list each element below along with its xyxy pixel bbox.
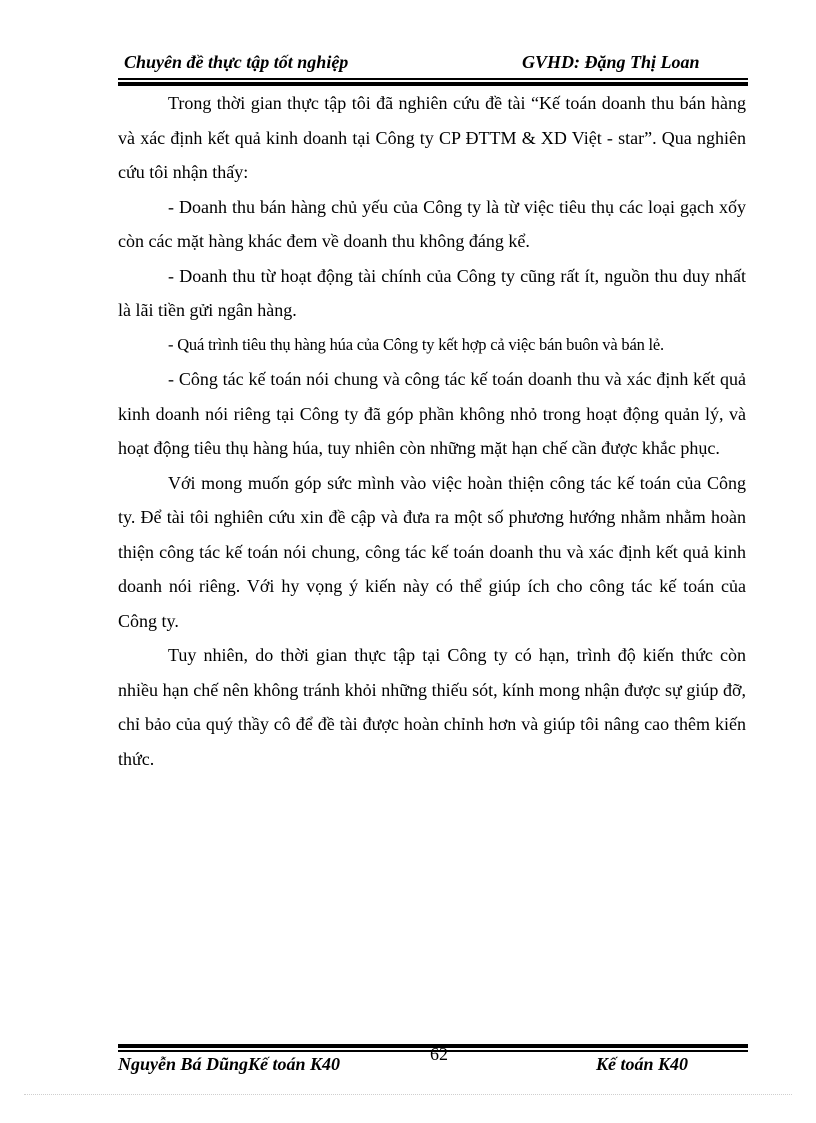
paragraph-improvement: Với mong muốn góp sức mình vào việc hoàn thiện công tác kế toán của Công ty. Để tài tôi nghiên cứu xin đề cập và đưa ra một số phương hướng nhằm nhằm hoàn thiện công tác kế toán nói chung, công tác kế toán doanh thu và xác định kết quả kinh doanh nói riêng. Với hy vọng ý kiến này có thể giúp ích cho công tác kế toán của Công ty. [118, 472, 746, 631]
paragraph-sales-process: - Quá trình tiêu thụ hàng húa của Công ty kết hợp cả việc bán buôn và bán lẻ. [168, 334, 664, 354]
page-header [118, 52, 748, 76]
header-report-title: Chuyên đề thực tập tốt nghiệp [124, 52, 349, 72]
page-bottom-border [24, 1094, 792, 1095]
paragraph-intro: Trong thời gian thực tập tôi đã nghiên cứu đề tài “Kế toán doanh thu bán hàng và xác định kết quả kinh doanh tại Công ty CP ĐTTM & XD Việt - star”. Qua nghiên cứu tôi nhận thấy: [118, 93, 746, 182]
page-number: 62 [430, 1044, 448, 1064]
footer-class: Kế toán K40 [596, 1054, 689, 1074]
paragraph-accounting-work: - Công tác kế toán nói chung và công tác kế toán doanh thu và xác định kết quả kinh doanh nói riêng tại Công ty đã góp phần không nhỏ trong hoạt động quản lý, và hoạt động tiêu thụ hàng húa, tuy nhiên còn những mặt hạn chế cần được khắc phục. [118, 369, 746, 458]
header-rule [118, 78, 748, 80]
paragraph-closing: Tuy nhiên, do thời gian thực tập tại Công ty có hạn, trình độ kiến thức còn nhiều hạn chế nên không tránh khỏi những thiếu sót, kính mong nhận được sự giúp đỡ, chỉ bảo của quý thầy cô để đề tài được hoàn chỉnh hơn và giúp tôi nâng cao thêm kiến thức. [118, 645, 746, 769]
header-supervisor: GVHD: Đặng Thị Loan [522, 52, 700, 72]
page-footer [118, 1044, 748, 1080]
footer-author: Nguyễn Bá DũngKế toán K40 [118, 1054, 341, 1074]
paragraph-financial-revenue: - Doanh thu từ hoạt động tài chính của Công ty cũng rất ít, nguồn thu duy nhất là lãi tiền gửi ngân hàng. [118, 265, 746, 320]
body-text [118, 86, 746, 776]
paragraph-sales-revenue: - Doanh thu bán hàng chủ yếu của Công ty là từ việc tiêu thụ các loại gạch xốy còn các mặt hàng khác đem về doanh thu không đáng kể. [118, 196, 746, 251]
